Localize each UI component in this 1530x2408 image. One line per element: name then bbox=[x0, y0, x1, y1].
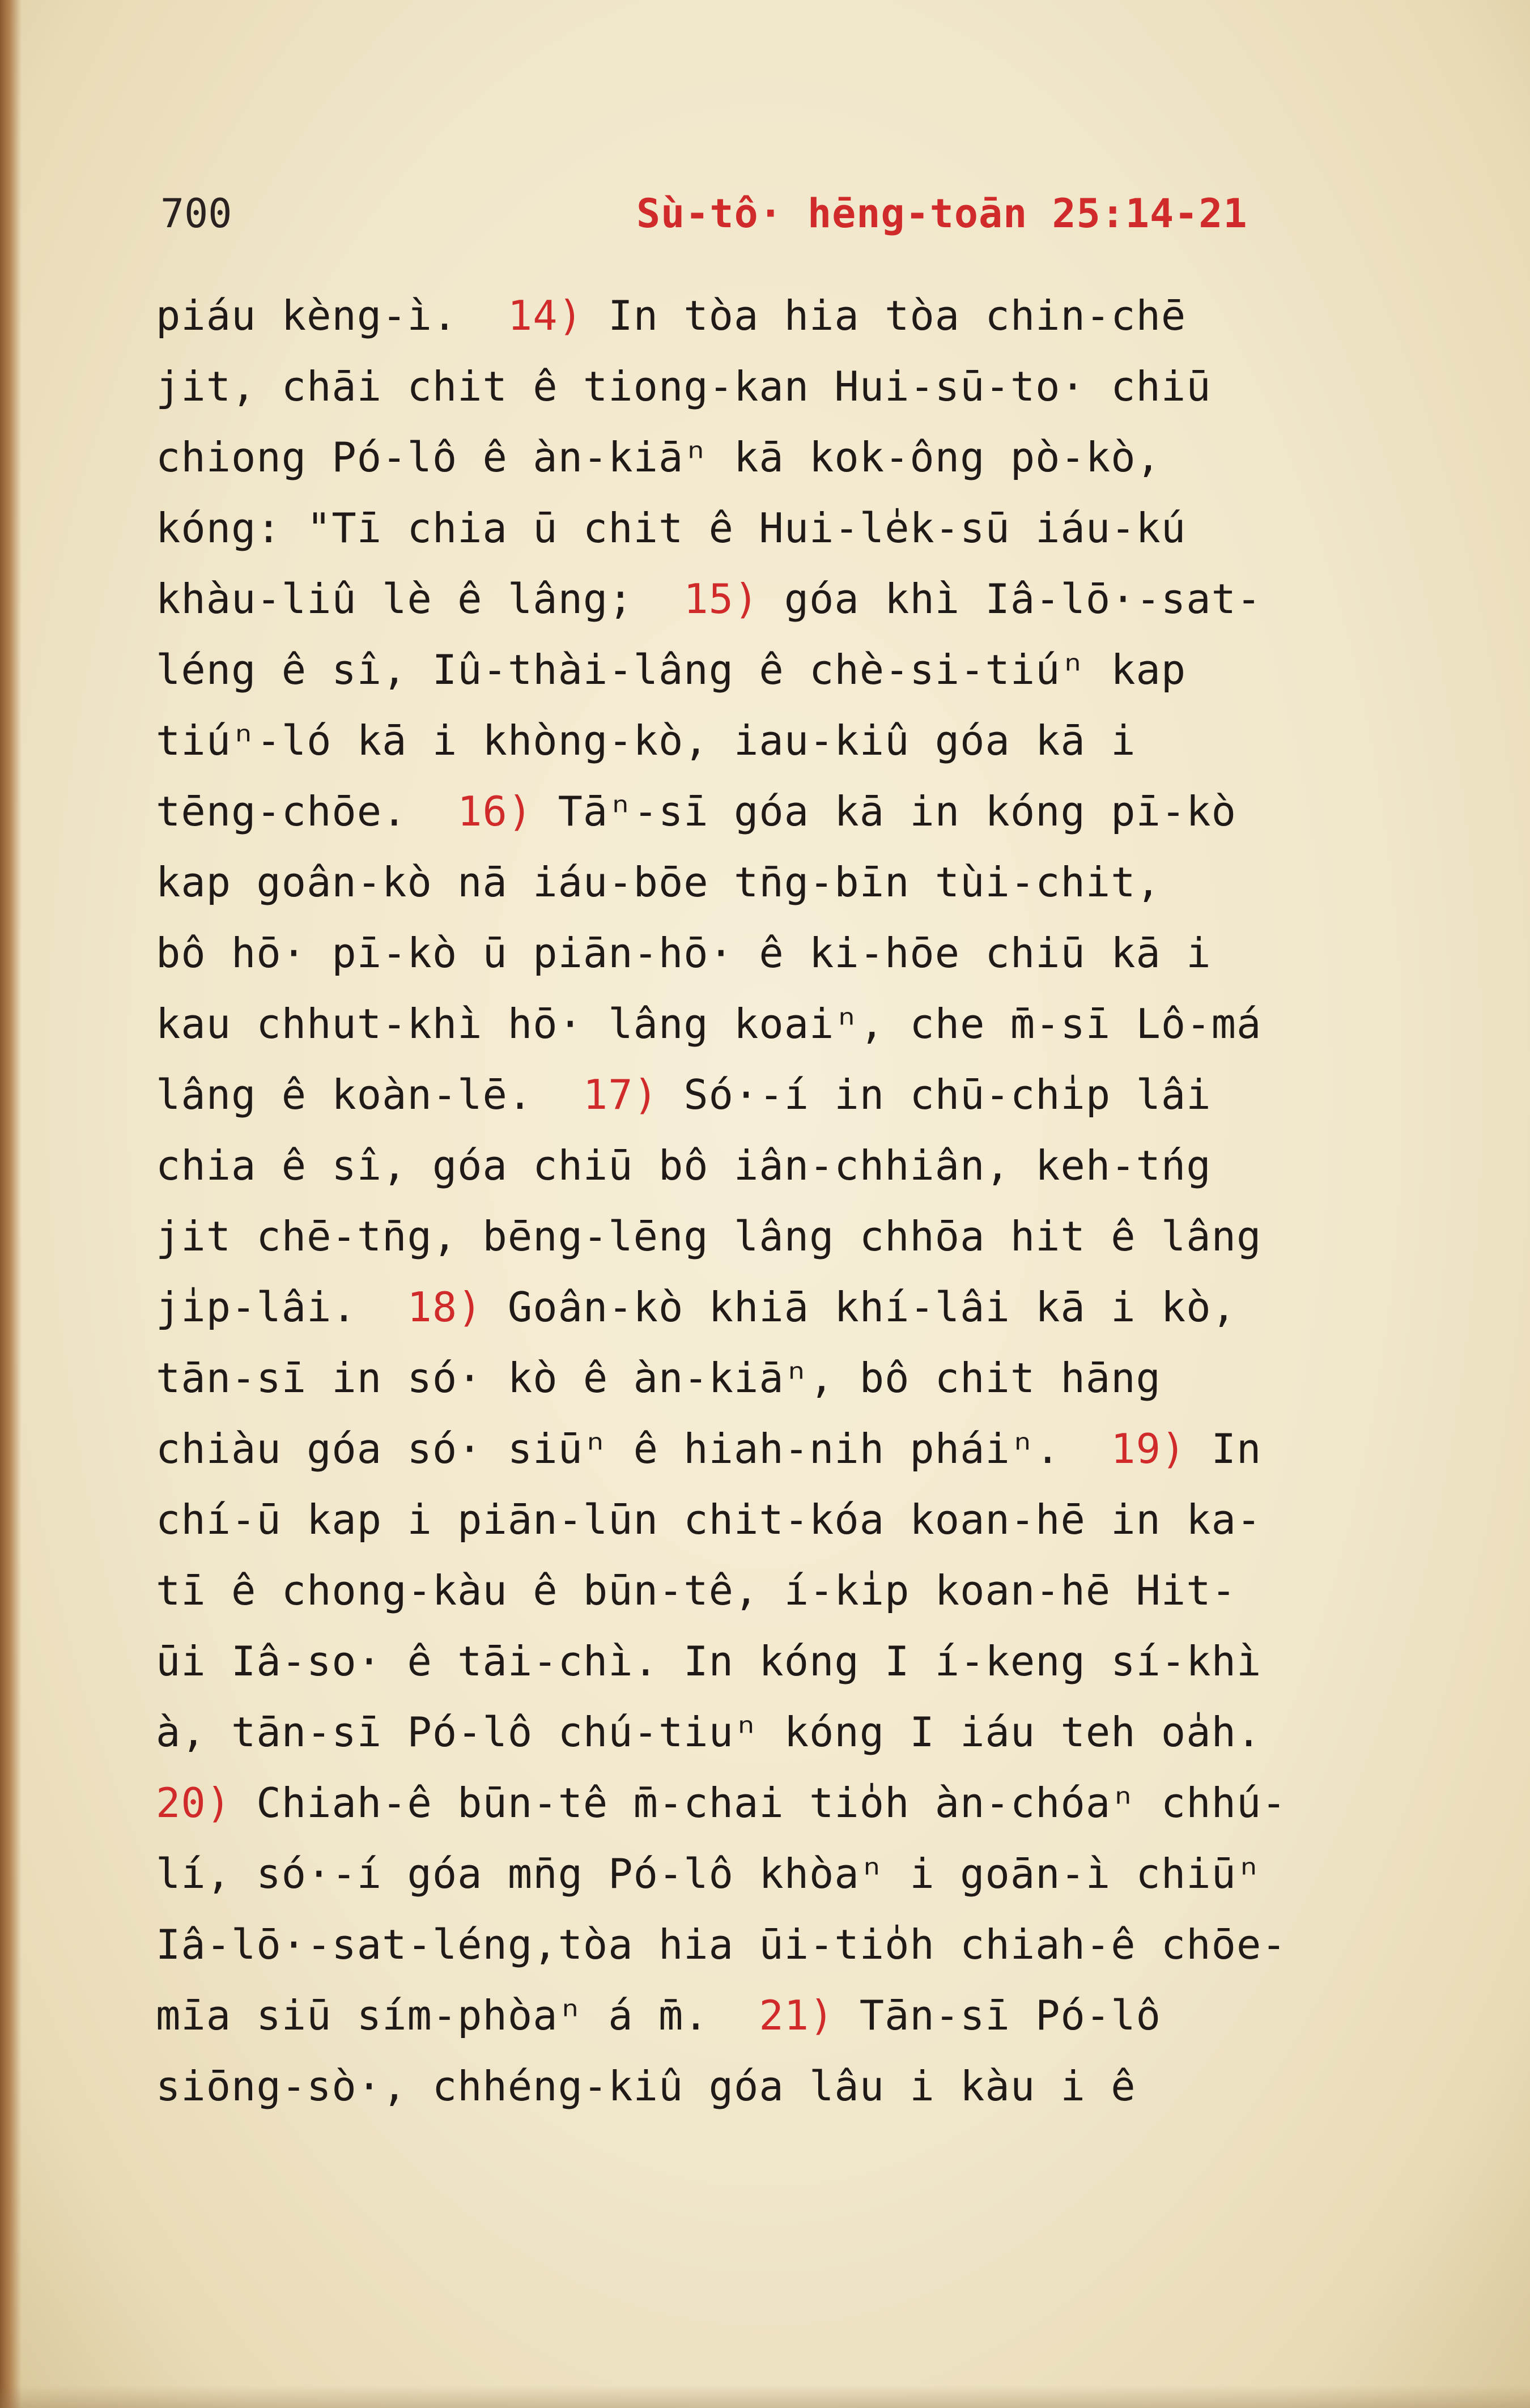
text-line bbox=[156, 776, 1431, 847]
text-line bbox=[156, 1768, 1431, 1839]
text-segment: kap goân-kò nā iáu-bōe tn̄g-bīn tùi-chit, bbox=[156, 858, 1161, 906]
text-segment: In bbox=[1186, 1425, 1262, 1473]
page-number: 700 bbox=[160, 190, 232, 237]
text-line bbox=[156, 422, 1431, 493]
text-line bbox=[156, 1201, 1431, 1272]
text-line bbox=[156, 564, 1431, 635]
text-line bbox=[156, 351, 1431, 422]
body-text bbox=[156, 280, 1431, 2122]
text-segment: piáu kèng-ì. bbox=[156, 292, 508, 339]
text-segment: lâng ê koàn-lē. bbox=[156, 1071, 583, 1118]
verse-number: 18) bbox=[407, 1283, 483, 1331]
text-line bbox=[156, 1060, 1431, 1130]
verse-number: 16) bbox=[457, 788, 533, 835]
text-segment: lí, só·-í góa mn̄g Pó-lô khòaⁿ i goān-ì chiūⁿ bbox=[156, 1850, 1262, 1898]
text-segment: chí-ū kap i piān-lūn chit-kóa koan-hē in ka- bbox=[156, 1496, 1262, 1543]
text-segment: khàu-liû lè ê lâng; bbox=[156, 575, 684, 623]
text-segment: ūi Iâ-so· ê tāi-chì. In kóng I í-keng sí-khì bbox=[156, 1637, 1262, 1685]
text-segment: tān-sī in só· kò ê àn-kiāⁿ, bô chit hāng bbox=[156, 1354, 1161, 1402]
text-line bbox=[156, 1626, 1431, 1697]
text-segment: mīa siū sím-phòaⁿ á m̄. bbox=[156, 1992, 759, 2039]
text-line bbox=[156, 280, 1431, 351]
text-segment: tī ê chong-kàu ê būn-tê, í-ki̍p koan-hē Hit- bbox=[156, 1567, 1236, 1614]
text-segment: jit, chāi chit ê tiong-kan Hui-sū-to· chiū bbox=[156, 363, 1212, 410]
text-line bbox=[156, 1414, 1431, 1484]
text-segment: kau chhut-khì hō· lâng koaiⁿ, che m̄-sī Lô-má bbox=[156, 1000, 1262, 1048]
text-segment: tiúⁿ-ló kā i khòng-kò, iau-kiû góa kā i bbox=[156, 717, 1136, 764]
text-segment: siōng-sò·, chhéng-kiû góa lâu i kàu i ê bbox=[156, 2062, 1136, 2110]
text-segment: bô hō· pī-kò ū piān-hō· ê ki-hōe chiū kā i bbox=[156, 929, 1212, 977]
text-segment: In tòa hia tòa chin-chē bbox=[583, 292, 1187, 339]
text-segment: Tān-sī Pó-lô bbox=[834, 1992, 1161, 2039]
verse-number: 17) bbox=[583, 1071, 658, 1118]
text-line bbox=[156, 1839, 1431, 1909]
text-line bbox=[156, 1130, 1431, 1201]
text-segment: chiong Pó-lô ê àn-kiāⁿ kā kok-ông pò-kò, bbox=[156, 433, 1161, 481]
text-line bbox=[156, 1272, 1431, 1343]
verse-number: 20) bbox=[156, 1779, 232, 1827]
text-segment: góa khì Iâ-lō·-sat- bbox=[759, 575, 1262, 623]
text-line bbox=[156, 989, 1431, 1060]
text-line bbox=[156, 493, 1431, 564]
text-line bbox=[156, 918, 1431, 989]
text-line bbox=[156, 1909, 1431, 1980]
text-segment: Iâ-lō·-sat-léng,tòa hia ūi-tio̍h chiah-ê chōe- bbox=[156, 1921, 1287, 1968]
text-segment: jit chē-tn̄g, bēng-lēng lâng chhōa hit ê lâng bbox=[156, 1212, 1262, 1260]
text-line bbox=[156, 1980, 1431, 2051]
text-segment: léng ê sî, Iû-thài-lâng ê chè-si-tiúⁿ kap bbox=[156, 646, 1187, 694]
text-segment: Só·-í in chū-chi̍p lâi bbox=[658, 1071, 1212, 1118]
verse-number: 14) bbox=[507, 292, 583, 339]
text-line bbox=[156, 1343, 1431, 1414]
verse-number: 15) bbox=[683, 575, 759, 623]
text-segment: tēng-chōe. bbox=[156, 788, 458, 835]
text-line bbox=[156, 2051, 1431, 2122]
text-segment: ji̍p-lâi. bbox=[156, 1283, 407, 1331]
text-segment: chiàu góa só· siūⁿ ê hiah-nih pháiⁿ. bbox=[156, 1425, 1111, 1473]
page-header bbox=[160, 182, 1430, 245]
text-line bbox=[156, 847, 1431, 918]
text-segment: Goân-kò khiā khí-lâi kā i kò, bbox=[482, 1283, 1236, 1331]
text-line bbox=[156, 1555, 1431, 1626]
text-line bbox=[156, 705, 1431, 776]
text-segment: kóng: "Tī chia ū chit ê Hui-le̍k-sū iáu-kú bbox=[156, 504, 1187, 552]
text-line bbox=[156, 635, 1431, 705]
running-head: Sù-tô· hēng-toān 25:14-21 bbox=[636, 190, 1248, 237]
verse-number: 19) bbox=[1111, 1425, 1187, 1473]
verse-number: 21) bbox=[759, 1992, 835, 2039]
text-line bbox=[156, 1697, 1431, 1768]
text-segment: Chiah-ê būn-tê m̄-chai tio̍h àn-chóaⁿ chhú- bbox=[231, 1779, 1287, 1827]
text-segment: à, tān-sī Pó-lô chú-tiuⁿ kóng I iáu teh oa̍h. bbox=[156, 1708, 1262, 1756]
text-segment: chia ê sî, góa chiū bô iân-chhiân, keh-tńg bbox=[156, 1142, 1212, 1189]
text-segment: Tāⁿ-sī góa kā in kóng pī-kò bbox=[533, 788, 1236, 835]
text-line bbox=[156, 1484, 1431, 1555]
